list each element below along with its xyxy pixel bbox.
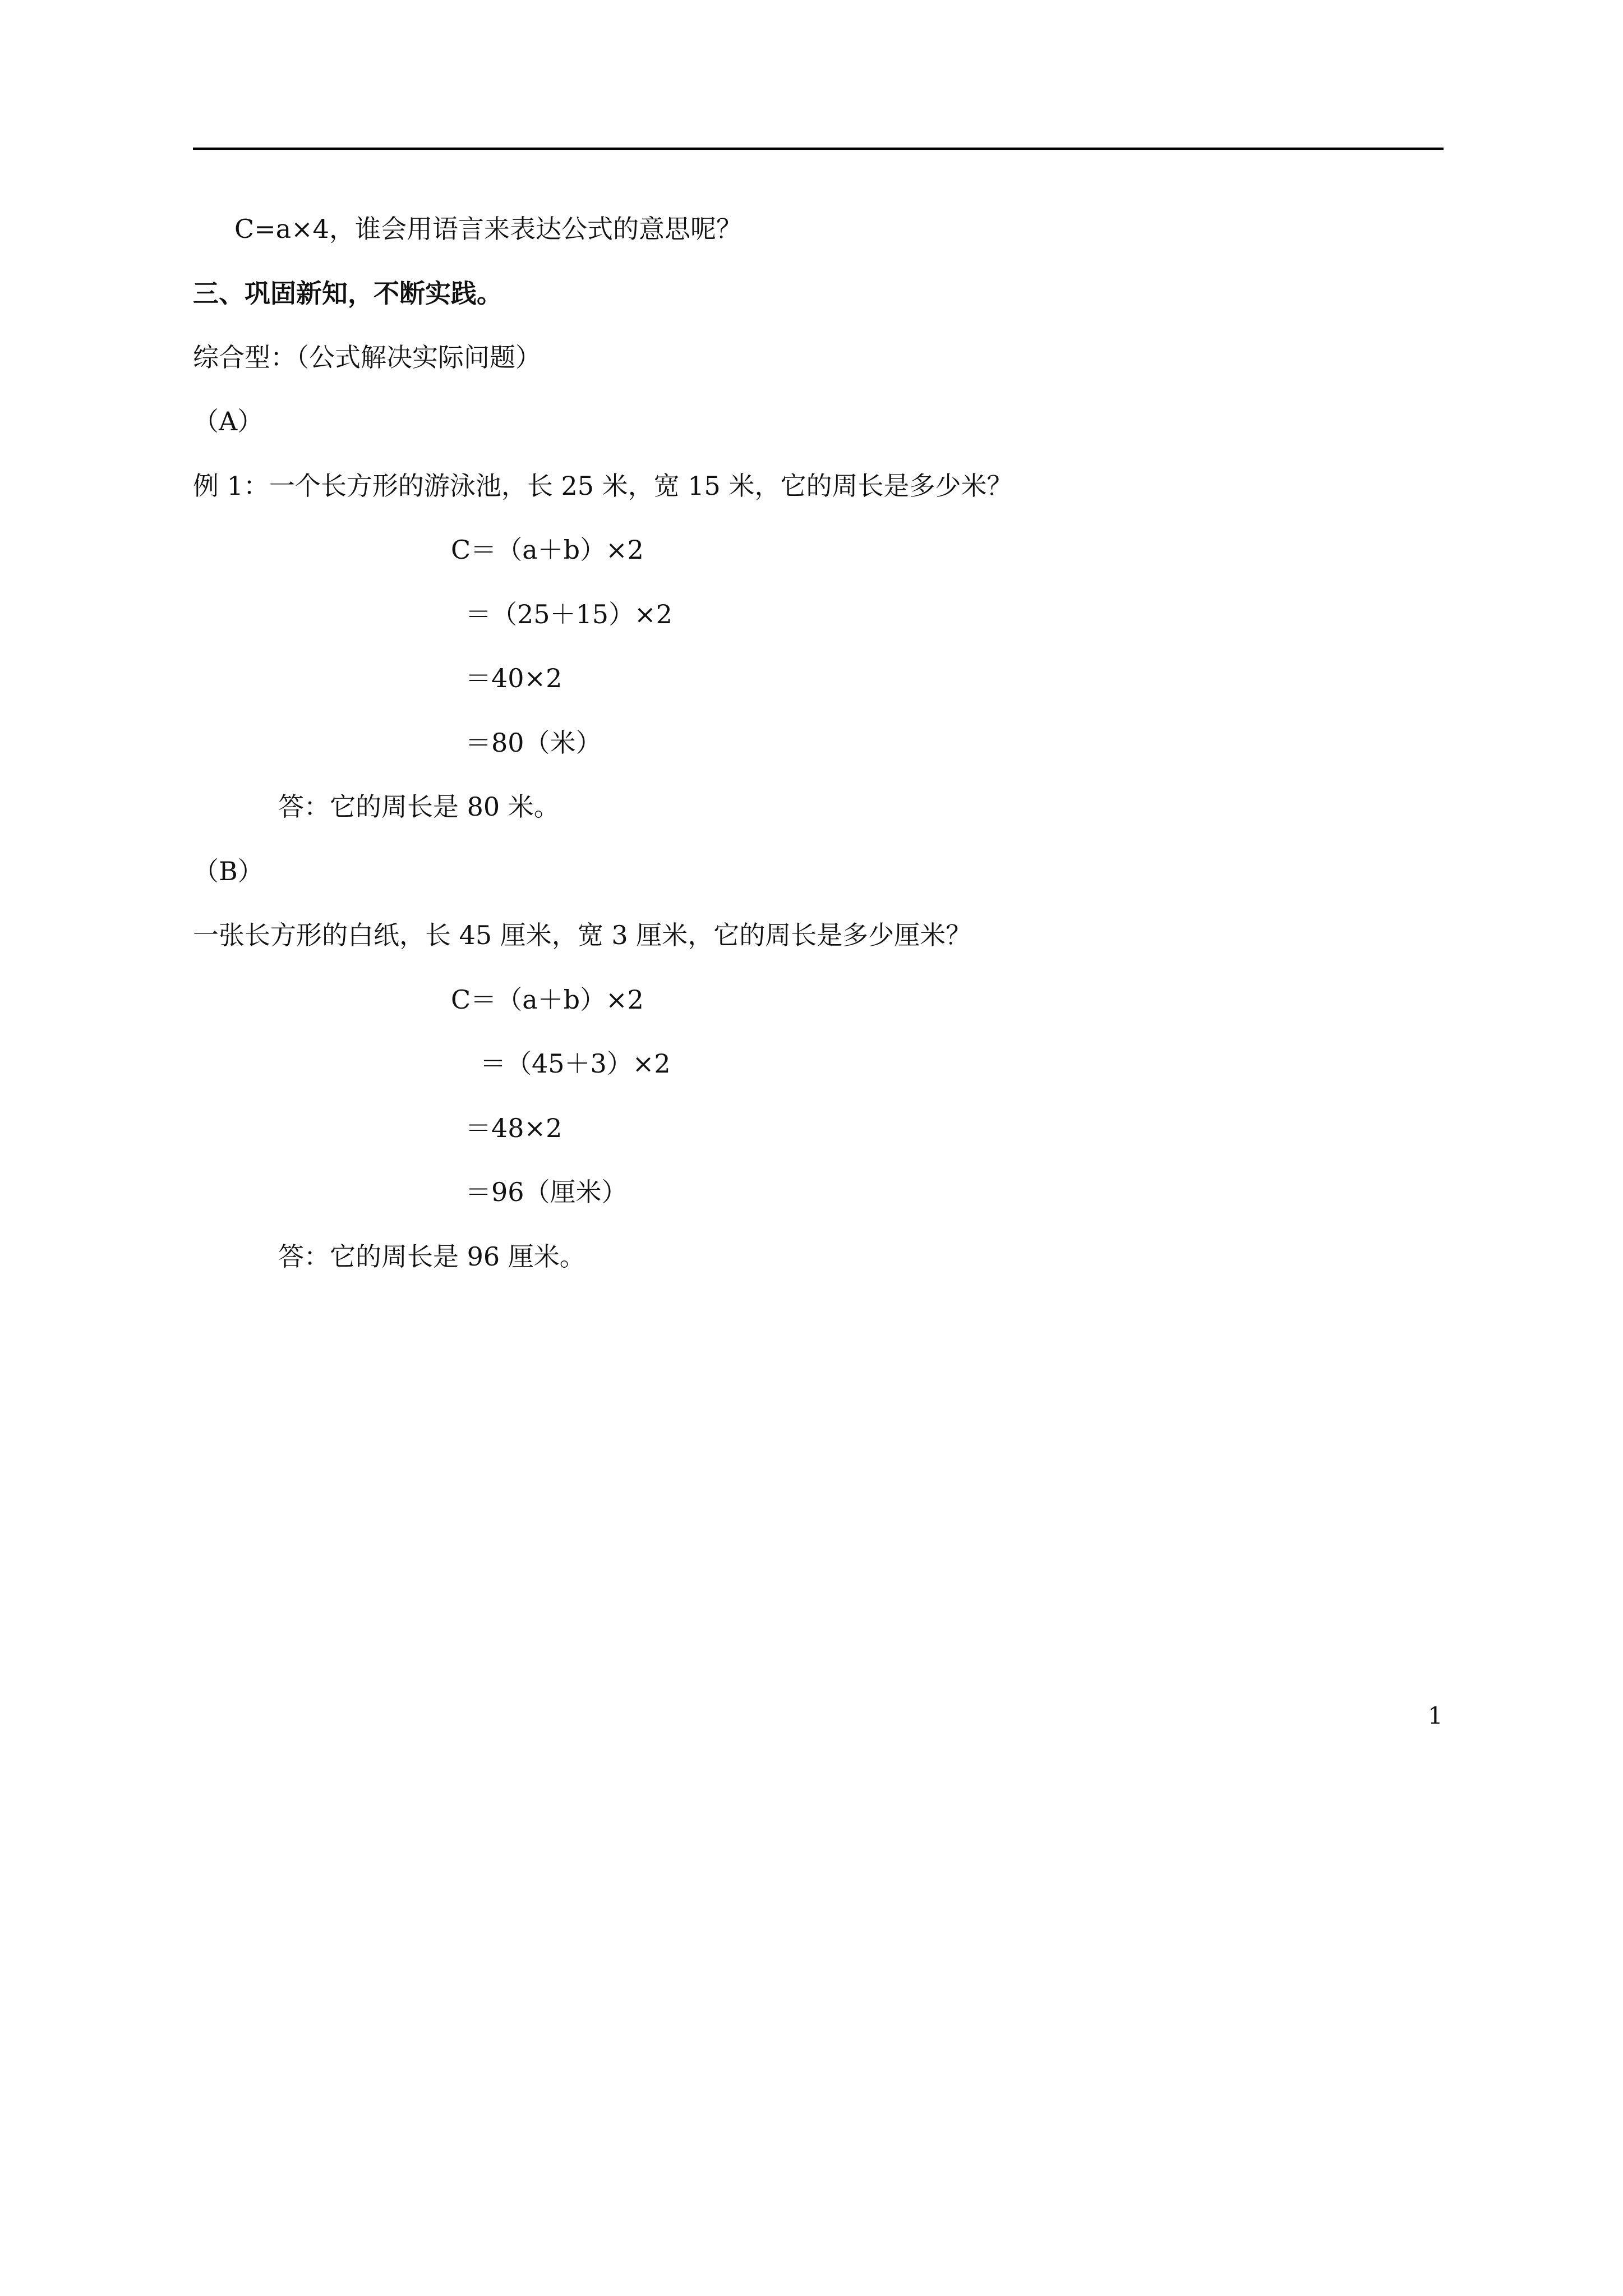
part-b-problem: 一张长方形的白纸，长 45 厘米，宽 3 厘米，它的周长是多少厘米？	[193, 920, 972, 950]
part-a-label: （A）	[193, 406, 264, 436]
part-b-step-4: ＝96（厘米）	[465, 1177, 628, 1207]
part-b-step-2: ＝（45＋3）×2	[480, 1048, 671, 1079]
part-a-step-4: ＝80（米）	[465, 728, 602, 758]
section-heading: 三、巩固新知，不断实践。	[193, 278, 502, 309]
part-b-step-3: ＝48×2	[465, 1113, 562, 1143]
part-a-step-1: C＝（a＋b）×2	[451, 535, 644, 565]
example-1-problem: 例 1：一个长方形的游泳池，长 25 米，宽 15 米，它的周长是多少米？	[193, 471, 1013, 501]
category-line: 综合型：（公式解决实际问题）	[193, 342, 541, 372]
page-number: 1	[1428, 1702, 1443, 1729]
part-a-step-2: ＝（25＋15）×2	[465, 599, 672, 629]
part-b-answer: 答：它的周长是 96 厘米。	[278, 1241, 585, 1272]
part-b-step-1: C＝（a＋b）×2	[451, 984, 644, 1015]
part-b-label: （B）	[193, 856, 264, 886]
intro-line: C=a×4，谁会用语言来表达公式的意思呢？	[234, 214, 742, 244]
part-a-answer: 答：它的周长是 80 米。	[278, 792, 560, 822]
part-a-step-3: ＝40×2	[465, 663, 562, 693]
header-rule	[193, 148, 1444, 150]
